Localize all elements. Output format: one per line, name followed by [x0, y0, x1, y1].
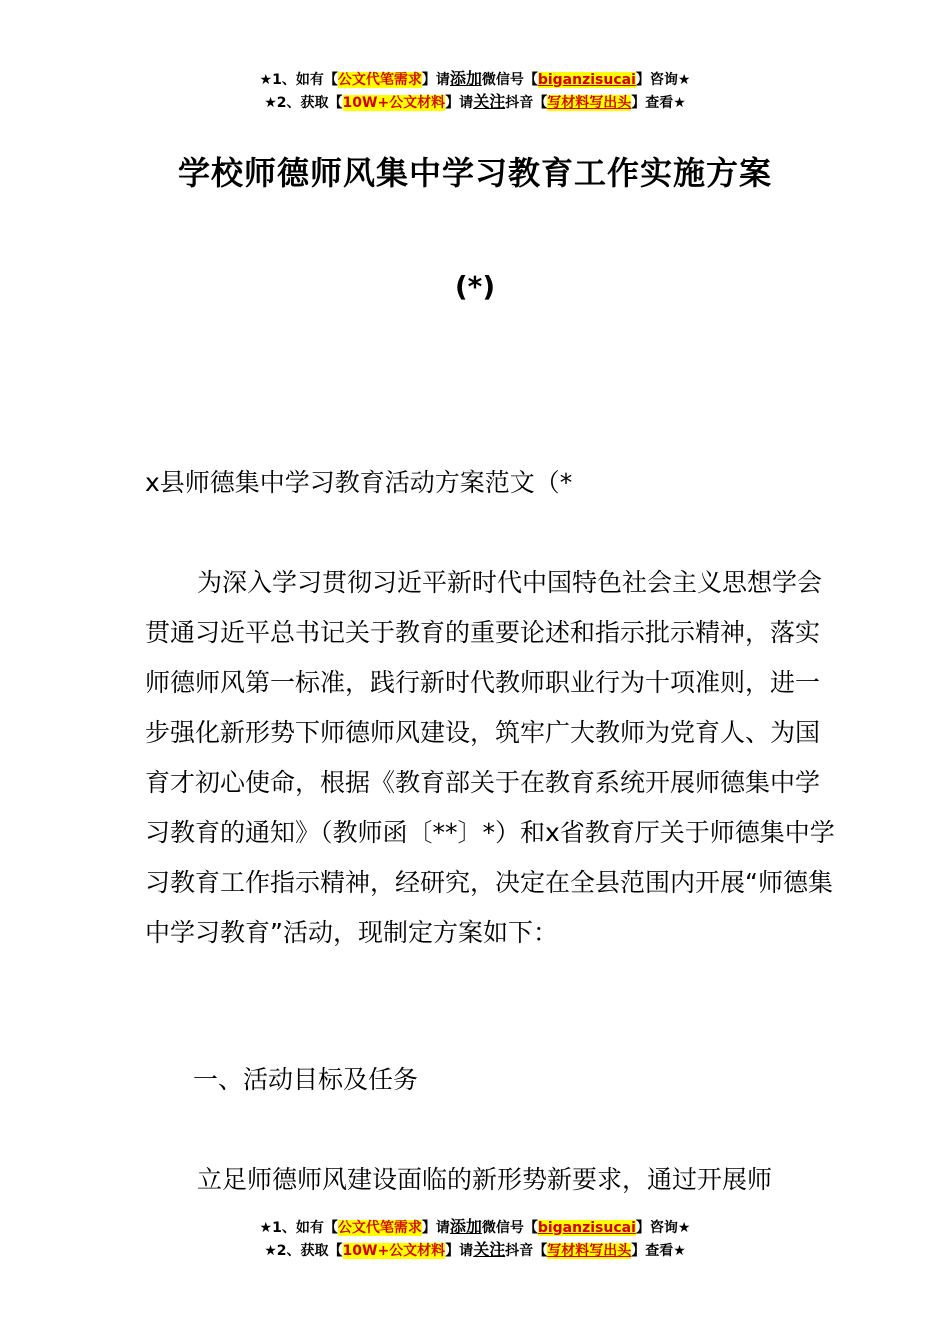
banner-emphasis: 关注 — [473, 1240, 506, 1259]
banner-text: 】请 — [421, 1220, 450, 1236]
banner-line-1 — [0, 68, 950, 91]
banner-text: 】请 — [445, 95, 474, 111]
body-paragraph: 为深入学习贯彻习近平新时代中国特色社会主义思想学会贯通习近平总书记关于教育的重要论述和指示批示精神，落实师德师风第一标准，践行新时代教师职业行为十项准则，进一步强化新形势下师德师风建设，筑牢广大教师为党育人、为国育才初心使命，根据《教育部关于在教育系统开展师德集中学习教育的通知》（教师函〔**〕*）和x省教育厅关于师德集中学习教育工作指示精神，经研究，决定在全县范围内开展“师德集中学习教育”活动，现制定方案如下： — [145, 568, 835, 947]
banner-douyin-id: 写材料写出头 — [547, 95, 632, 111]
banner-emphasis: 添加 — [449, 69, 482, 88]
banner-line-2 — [0, 91, 950, 114]
last-paragraph: 立足师德师风建设面临的新形势新要求，通过开展师 — [197, 1165, 773, 1194]
banner-wechat-id: biganzisucai — [537, 1220, 636, 1236]
banner-text: 】咨询★ — [635, 72, 691, 88]
banner-text: ★1、如有【 — [259, 1220, 338, 1236]
banner-douyin-id: 写材料写出头 — [547, 1243, 632, 1259]
banner-text: 】查看★ — [631, 95, 686, 111]
banner-text: 】请 — [421, 72, 450, 88]
banner-emphasis: 添加 — [449, 1217, 482, 1236]
banner-wechat-id: biganzisucai — [537, 72, 636, 88]
banner-line-1 — [0, 1216, 950, 1239]
banner-highlight: 10W+公文材料 — [342, 1243, 446, 1259]
content-heading-block — [145, 458, 835, 508]
banner-text: ★1、如有【 — [259, 72, 338, 88]
document-subtitle: (*) — [454, 270, 496, 303]
banner-text: 】查看★ — [631, 1243, 686, 1259]
top-banner — [0, 68, 950, 114]
banner-text: 】请 — [445, 1243, 474, 1259]
content-heading: x县师德集中学习教育活动方案范文（* — [145, 468, 573, 497]
banner-highlight: 公文代笔需求 — [337, 72, 422, 88]
banner-text: ★2、获取【 — [264, 95, 343, 111]
banner-text: 抖音【 — [505, 95, 548, 111]
banner-line-2 — [0, 1239, 950, 1262]
banner-text: 微信号【 — [481, 72, 538, 88]
banner-highlight: 10W+公文材料 — [342, 95, 446, 111]
banner-text: 微信号【 — [481, 1220, 538, 1236]
section-heading: 一、活动目标及任务 — [193, 1065, 419, 1094]
section-heading-block — [145, 1055, 835, 1105]
banner-highlight: 公文代笔需求 — [337, 1220, 422, 1236]
banner-text: ★2、获取【 — [264, 1243, 343, 1259]
banner-text: 】咨询★ — [635, 1220, 691, 1236]
bottom-banner — [0, 1216, 950, 1262]
banner-emphasis: 关注 — [473, 92, 506, 111]
document-title: 学校师德师风集中学习教育工作实施方案 — [177, 154, 772, 192]
content-body-block — [145, 558, 835, 958]
banner-text: 抖音【 — [505, 1243, 548, 1259]
last-paragraph-block — [145, 1155, 835, 1205]
